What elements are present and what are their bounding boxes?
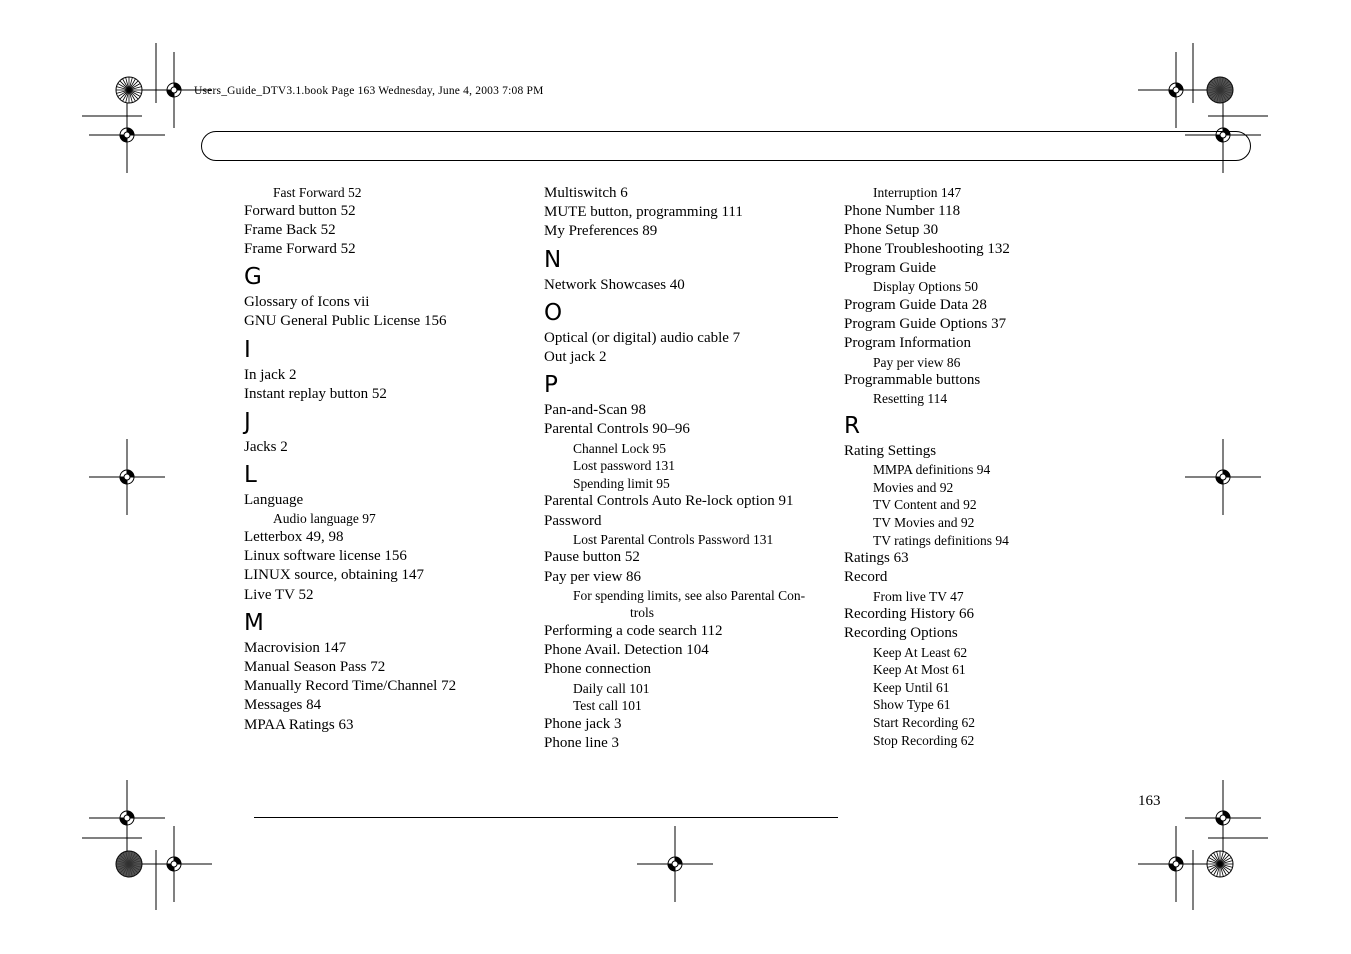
index-entry: In jack 2 bbox=[244, 366, 297, 383]
index-subentry: MMPA definitions 94 bbox=[873, 462, 991, 478]
index-entry: Program Guide Options 37 bbox=[844, 316, 1007, 333]
index-column-2 bbox=[544, 184, 844, 753]
index-entry: Password bbox=[544, 512, 602, 529]
index-entry: Program Information bbox=[844, 335, 972, 352]
index-subentry: Spending limit 95 bbox=[573, 475, 670, 491]
index-entry: Parental Controls 90–96 bbox=[544, 421, 690, 438]
registration-dial-icon bbox=[1207, 851, 1233, 877]
index-entry: Program Guide Data 28 bbox=[844, 297, 987, 313]
index-subentry: Show Type 61 bbox=[873, 697, 951, 713]
index-entry: Pan-and-Scan 98 bbox=[544, 402, 647, 419]
index-entry: LINUX source, obtaining 147 bbox=[244, 567, 424, 584]
index-subentry-line: For spending limits, see also Parental Con- bbox=[573, 587, 806, 603]
index-entry: Language bbox=[244, 492, 304, 509]
index-entry: MUTE button, programming 111 bbox=[544, 204, 743, 221]
index-subentry: Lost Parental Controls Password 131 bbox=[573, 531, 774, 547]
index-section-letter: M bbox=[244, 609, 264, 636]
registration-target-icon bbox=[89, 439, 165, 515]
index-entry: Phone line 3 bbox=[544, 735, 619, 751]
page-banner bbox=[201, 131, 1251, 161]
registration-dial-icon bbox=[116, 851, 142, 877]
index-entry: Manually Record Time/Channel 72 bbox=[244, 678, 457, 695]
registration-target-icon bbox=[1185, 780, 1261, 856]
index-section-letter: L bbox=[244, 462, 257, 489]
index-section-letter: O bbox=[544, 299, 563, 326]
index-subentry: Resetting 114 bbox=[873, 391, 948, 407]
index-section-letter: G bbox=[244, 264, 262, 291]
index-entry: Manual Season Pass 72 bbox=[244, 659, 386, 676]
registration-target-icon bbox=[1138, 52, 1214, 128]
index-section-letter: R bbox=[844, 413, 860, 439]
index-entry: Programmable buttons bbox=[844, 372, 981, 389]
index-entry: Out jack 2 bbox=[544, 349, 607, 366]
index-entry: Instant replay button 52 bbox=[244, 385, 387, 402]
index-section-letter: N bbox=[544, 246, 562, 273]
index-subentry: TV Movies and 92 bbox=[873, 514, 975, 530]
index-subentry bbox=[544, 587, 844, 622]
index-entry: Recording History 66 bbox=[844, 606, 974, 623]
index-entry: MPAA Ratings 63 bbox=[244, 716, 354, 733]
index-entry: Phone Avail. Detection 104 bbox=[544, 642, 709, 659]
index-entry: Phone connection bbox=[544, 661, 652, 678]
index-entry: Pay per view 86 bbox=[544, 568, 642, 585]
index-subentry: From live TV 47 bbox=[873, 588, 964, 604]
index-entry: GNU General Public License 156 bbox=[244, 313, 447, 330]
index-subentry: TV Content and 92 bbox=[873, 497, 977, 513]
index-subentry: Interruption 147 bbox=[873, 185, 962, 200]
index-entry: Optical (or digital) audio cable 7 bbox=[544, 329, 741, 346]
index-entry: Linux software license 156 bbox=[244, 548, 407, 565]
registration-dial-icon bbox=[116, 77, 142, 103]
index-entry: Record bbox=[844, 569, 888, 586]
index-entry: Jacks 2 bbox=[244, 439, 288, 456]
index-subentry: Keep Until 61 bbox=[873, 679, 950, 695]
index-entry: Phone Number 118 bbox=[844, 202, 961, 219]
index-entry: Phone Troubleshooting 132 bbox=[844, 241, 1010, 257]
registration-target-icon bbox=[1138, 826, 1214, 902]
index-section-letter: J bbox=[244, 409, 251, 436]
index-entry: Parental Controls Auto Re-lock option 91 bbox=[544, 493, 794, 510]
index-entry: Frame Back 52 bbox=[244, 221, 336, 238]
index-subentry-continuation: trols bbox=[630, 605, 655, 621]
index-subentry: Daily call 101 bbox=[573, 680, 650, 696]
index-column-1 bbox=[244, 184, 544, 735]
registration-target-icon bbox=[89, 780, 165, 856]
index-entry: Rating Settings bbox=[844, 443, 937, 459]
index-subentry: Stop Recording 62 bbox=[873, 732, 975, 748]
index-subentry: Keep At Most 61 bbox=[873, 662, 966, 678]
index-entry: Phone Setup 30 bbox=[844, 221, 939, 238]
book-header-line: Users_Guide_DTV3.1.book Page 163 Wednesday, June 4, 2003 7:08 PM bbox=[194, 85, 544, 97]
index-subentry: Channel Lock 95 bbox=[573, 440, 666, 456]
index-entry: Performing a code search 112 bbox=[544, 623, 723, 639]
index-entry: Recording Options bbox=[844, 625, 958, 642]
page-number: 163 bbox=[1138, 793, 1161, 809]
index-subentry: Test call 101 bbox=[573, 698, 642, 714]
index-subentry: Display Options 50 bbox=[873, 279, 979, 295]
index-subentry: Pay per view 86 bbox=[873, 354, 961, 370]
index-entry: Frame Forward 52 bbox=[244, 241, 356, 257]
index-subentry: Keep At Least 62 bbox=[873, 644, 968, 660]
index-column-3 bbox=[844, 184, 1144, 749]
index-entry: Forward button 52 bbox=[244, 202, 356, 219]
index-entry: Macrovision 147 bbox=[244, 639, 347, 656]
index-entry: Ratings 63 bbox=[844, 550, 909, 567]
index-subentry: Movies and 92 bbox=[873, 479, 954, 495]
registration-dial-icon bbox=[1207, 77, 1233, 103]
index-entry: Network Showcases 40 bbox=[544, 276, 685, 293]
index-subentry: Lost password 131 bbox=[573, 458, 675, 474]
index-entry: Multiswitch 6 bbox=[544, 185, 628, 201]
footer-rule bbox=[254, 817, 838, 818]
index-entry: Messages 84 bbox=[244, 697, 322, 714]
registration-target-icon bbox=[1185, 439, 1261, 515]
index-entry: My Preferences 89 bbox=[544, 223, 658, 240]
index-entry: Program Guide bbox=[844, 260, 937, 277]
index-section-letter: P bbox=[544, 372, 558, 399]
index-entry: Letterbox 49, 98 bbox=[244, 529, 344, 546]
index-entry: Pause button 52 bbox=[544, 549, 640, 566]
registration-target-icon bbox=[89, 97, 165, 173]
registration-target-icon bbox=[637, 826, 713, 902]
index-entry: Glossary of Icons vii bbox=[244, 294, 370, 311]
index-subentry: Audio language 97 bbox=[273, 511, 376, 527]
index-entry: Live TV 52 bbox=[244, 586, 314, 603]
index-section-letter: I bbox=[244, 336, 251, 363]
index-subentry: TV ratings definitions 94 bbox=[873, 532, 1009, 548]
registration-target-icon bbox=[136, 826, 212, 902]
index-subentry: Start Recording 62 bbox=[873, 714, 975, 730]
index-subentry: Fast Forward 52 bbox=[273, 185, 362, 200]
index-entry: Phone jack 3 bbox=[544, 715, 622, 732]
